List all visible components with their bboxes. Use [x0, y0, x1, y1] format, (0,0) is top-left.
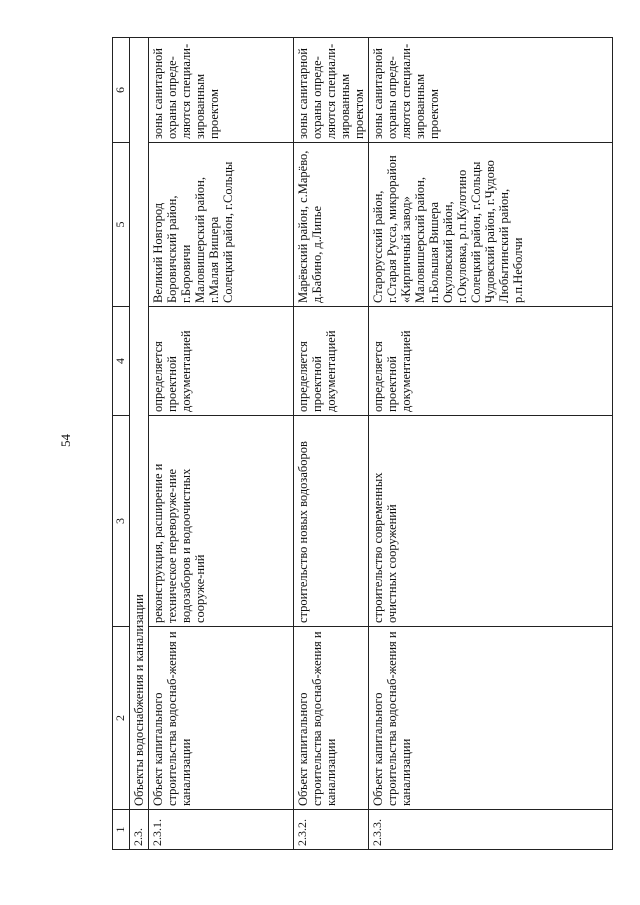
location-item: Маловишерский район, г.Малая Вишера — [193, 177, 221, 303]
header-col-2: 2 — [113, 627, 130, 810]
activity-cell: строительство современных очистных сооружений — [369, 416, 613, 627]
activity-cell: строительство новых водозаборов — [294, 416, 369, 627]
table-row — [149, 38, 294, 850]
location-item: Марёвский район, с.Марёво, д.Бабино, д.Липье — [296, 150, 324, 303]
zones-cell: зоны санитарной охраны опреде-ляются специали-зированным проектом — [294, 38, 369, 143]
object-cell: Объект капитального строительства водоснаб-жения и канализации — [294, 627, 369, 810]
locations-cell — [294, 143, 369, 307]
header-row — [113, 38, 130, 850]
row-number: 2.3.3. — [369, 810, 613, 850]
header-col-6: 6 — [113, 38, 130, 143]
header-col-1: 1 — [113, 810, 130, 850]
section-number: 2.3. — [130, 810, 149, 850]
locations-cell — [149, 143, 294, 307]
row-number: 2.3.1. — [149, 810, 294, 850]
header-col-5: 5 — [113, 143, 130, 307]
locations-cell — [369, 143, 613, 307]
header-col-3: 3 — [113, 416, 130, 627]
location-item: Боровичский район, г.Боровичи — [165, 195, 193, 303]
object-cell: Объект капитального строительства водоснаб-жения и канализации — [369, 627, 613, 810]
page-number: 54 — [58, 434, 73, 447]
zones-cell: зоны санитарной охраны опреде-ляются специали-зированным проектом — [149, 38, 294, 143]
table-row — [369, 38, 613, 850]
object-cell: Объект капитального строительства водоснаб-жения и канализации — [149, 627, 294, 810]
row-number: 2.3.2. — [294, 810, 369, 850]
document-table — [112, 37, 613, 850]
parameters-cell: определяется проектной документацией — [149, 307, 294, 416]
location-item: Любытинский район, р.п.Неболчи — [497, 188, 525, 303]
section-row — [130, 38, 149, 850]
location-item: Маловишерский район, п.Большая Вишера — [413, 177, 441, 303]
header-col-4: 4 — [113, 307, 130, 416]
parameters-cell: определяется проектной документацией — [294, 307, 369, 416]
location-item: Солецкий район, г.Сольцы — [469, 161, 483, 303]
zones-cell: зоны санитарной охраны опреде-ляются специали-зированным проектом — [369, 38, 613, 143]
location-item: Чудовский район, г.Чудово — [483, 160, 497, 303]
section-title: Объекты водоснабжения и канализации — [130, 38, 149, 810]
location-item: Старорусский район, г.Старая Русса, микрорайон «Кирпичный завод» — [371, 155, 413, 303]
document-table-rotated — [112, 38, 608, 850]
location-item: Великий Новгород — [151, 202, 165, 303]
parameters-cell: определяется проектной документацией — [369, 307, 613, 416]
location-item: Солецкий район, г.Сольцы — [221, 161, 235, 303]
table-row — [294, 38, 369, 850]
location-item: Окуловский район, г.Окуловка, р.п.Кулотино — [441, 169, 469, 303]
activity-cell: реконструкция, расширение и техническое переворуже-ние водозаборов и водоочистных сооруже-ний — [149, 416, 294, 627]
